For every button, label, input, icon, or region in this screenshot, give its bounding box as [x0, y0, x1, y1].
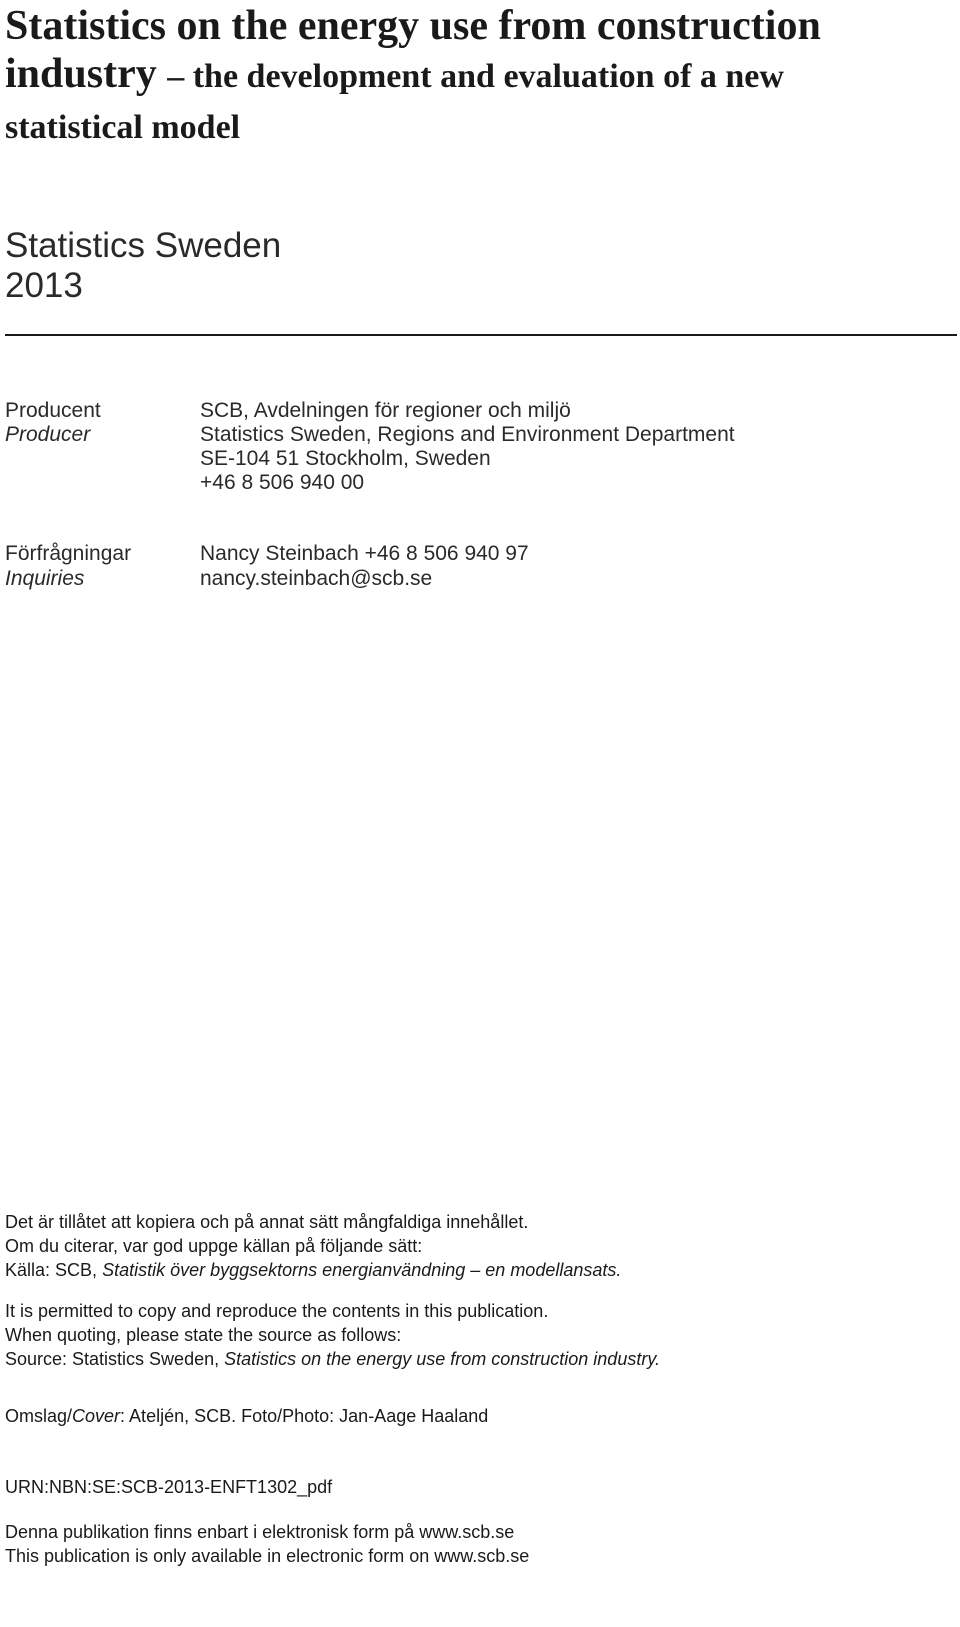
- copyright-sv-source-title: Statistik över byggsektorns energianvändning – en modellansats.: [102, 1260, 622, 1280]
- horizontal-divider: [5, 334, 957, 336]
- inquiries-contact: Nancy Steinbach +46 8 506 940 97: [200, 542, 529, 565]
- copyright-sv-source-prefix: Källa: SCB,: [5, 1260, 98, 1280]
- publication-year: 2013: [5, 266, 83, 305]
- title-line-2-subtitle: – the development and evaluation of a new: [167, 58, 784, 95]
- copyright-sv-line-2: Om du citerar, var god uppge källan på följande sätt:: [5, 1236, 423, 1256]
- copyright-notice-sv: [5, 1210, 621, 1282]
- copyright-notice-en: [5, 1299, 660, 1371]
- copyright-en-line-3: [5, 1347, 660, 1371]
- inquiries-label-en: Inquiries: [5, 567, 85, 590]
- copyright-en-source-prefix: Source: Statistics Sweden,: [5, 1349, 220, 1369]
- cover-label-sv: Omslag/: [5, 1406, 73, 1426]
- producer-phone: +46 8 506 940 00: [200, 471, 365, 494]
- copyright-sv-line-1: Det är tillåtet att kopiera och på annat sätt mångfaldiga innehållet.: [5, 1212, 529, 1232]
- title-line-3-subtitle: statistical model: [5, 109, 241, 146]
- producer-line-1: SCB, Avdelningen för regioner och miljö: [200, 399, 571, 422]
- title-line-2-main: industry: [5, 51, 157, 97]
- urn-identifier: URN:NBN:SE:SCB-2013-ENFT1302_pdf: [5, 1477, 333, 1497]
- title-line-1: Statistics on the energy use from construction: [5, 3, 821, 49]
- publisher-block: [5, 226, 281, 306]
- document-title: [5, 2, 945, 152]
- cover-credit-text: : Ateljén, SCB. Foto/Photo: Jan-Aage Haaland: [120, 1406, 489, 1426]
- copyright-sv-line-3: [5, 1258, 621, 1282]
- inquiries-label-sv: Förfrågningar: [5, 542, 132, 565]
- availability-notice: [5, 1520, 529, 1568]
- copyright-en-line-1: It is permitted to copy and reproduce the contents in this publication.: [5, 1301, 549, 1321]
- inquiries-email[interactable]: nancy.steinbach@scb.se: [200, 567, 433, 590]
- copyright-en-line-2: When quoting, please state the source as follows:: [5, 1325, 402, 1345]
- publisher-name: Statistics Sweden: [5, 226, 282, 265]
- copyright-en-source-title: Statistics on the energy use from construction industry.: [224, 1349, 660, 1369]
- producer-address: SE-104 51 Stockholm, Sweden: [200, 447, 491, 470]
- producer-line-2: Statistics Sweden, Regions and Environment Department: [200, 423, 735, 446]
- availability-sv: Denna publikation finns enbart i elektronisk form på www.scb.se: [5, 1522, 515, 1542]
- producer-label-en: Producer: [5, 423, 91, 446]
- cover-credit: [5, 1404, 488, 1428]
- producer-label-sv: Producent: [5, 399, 101, 422]
- cover-label-en: Cover: [72, 1406, 121, 1426]
- availability-en: This publication is only available in electronic form on www.scb.se: [5, 1546, 530, 1566]
